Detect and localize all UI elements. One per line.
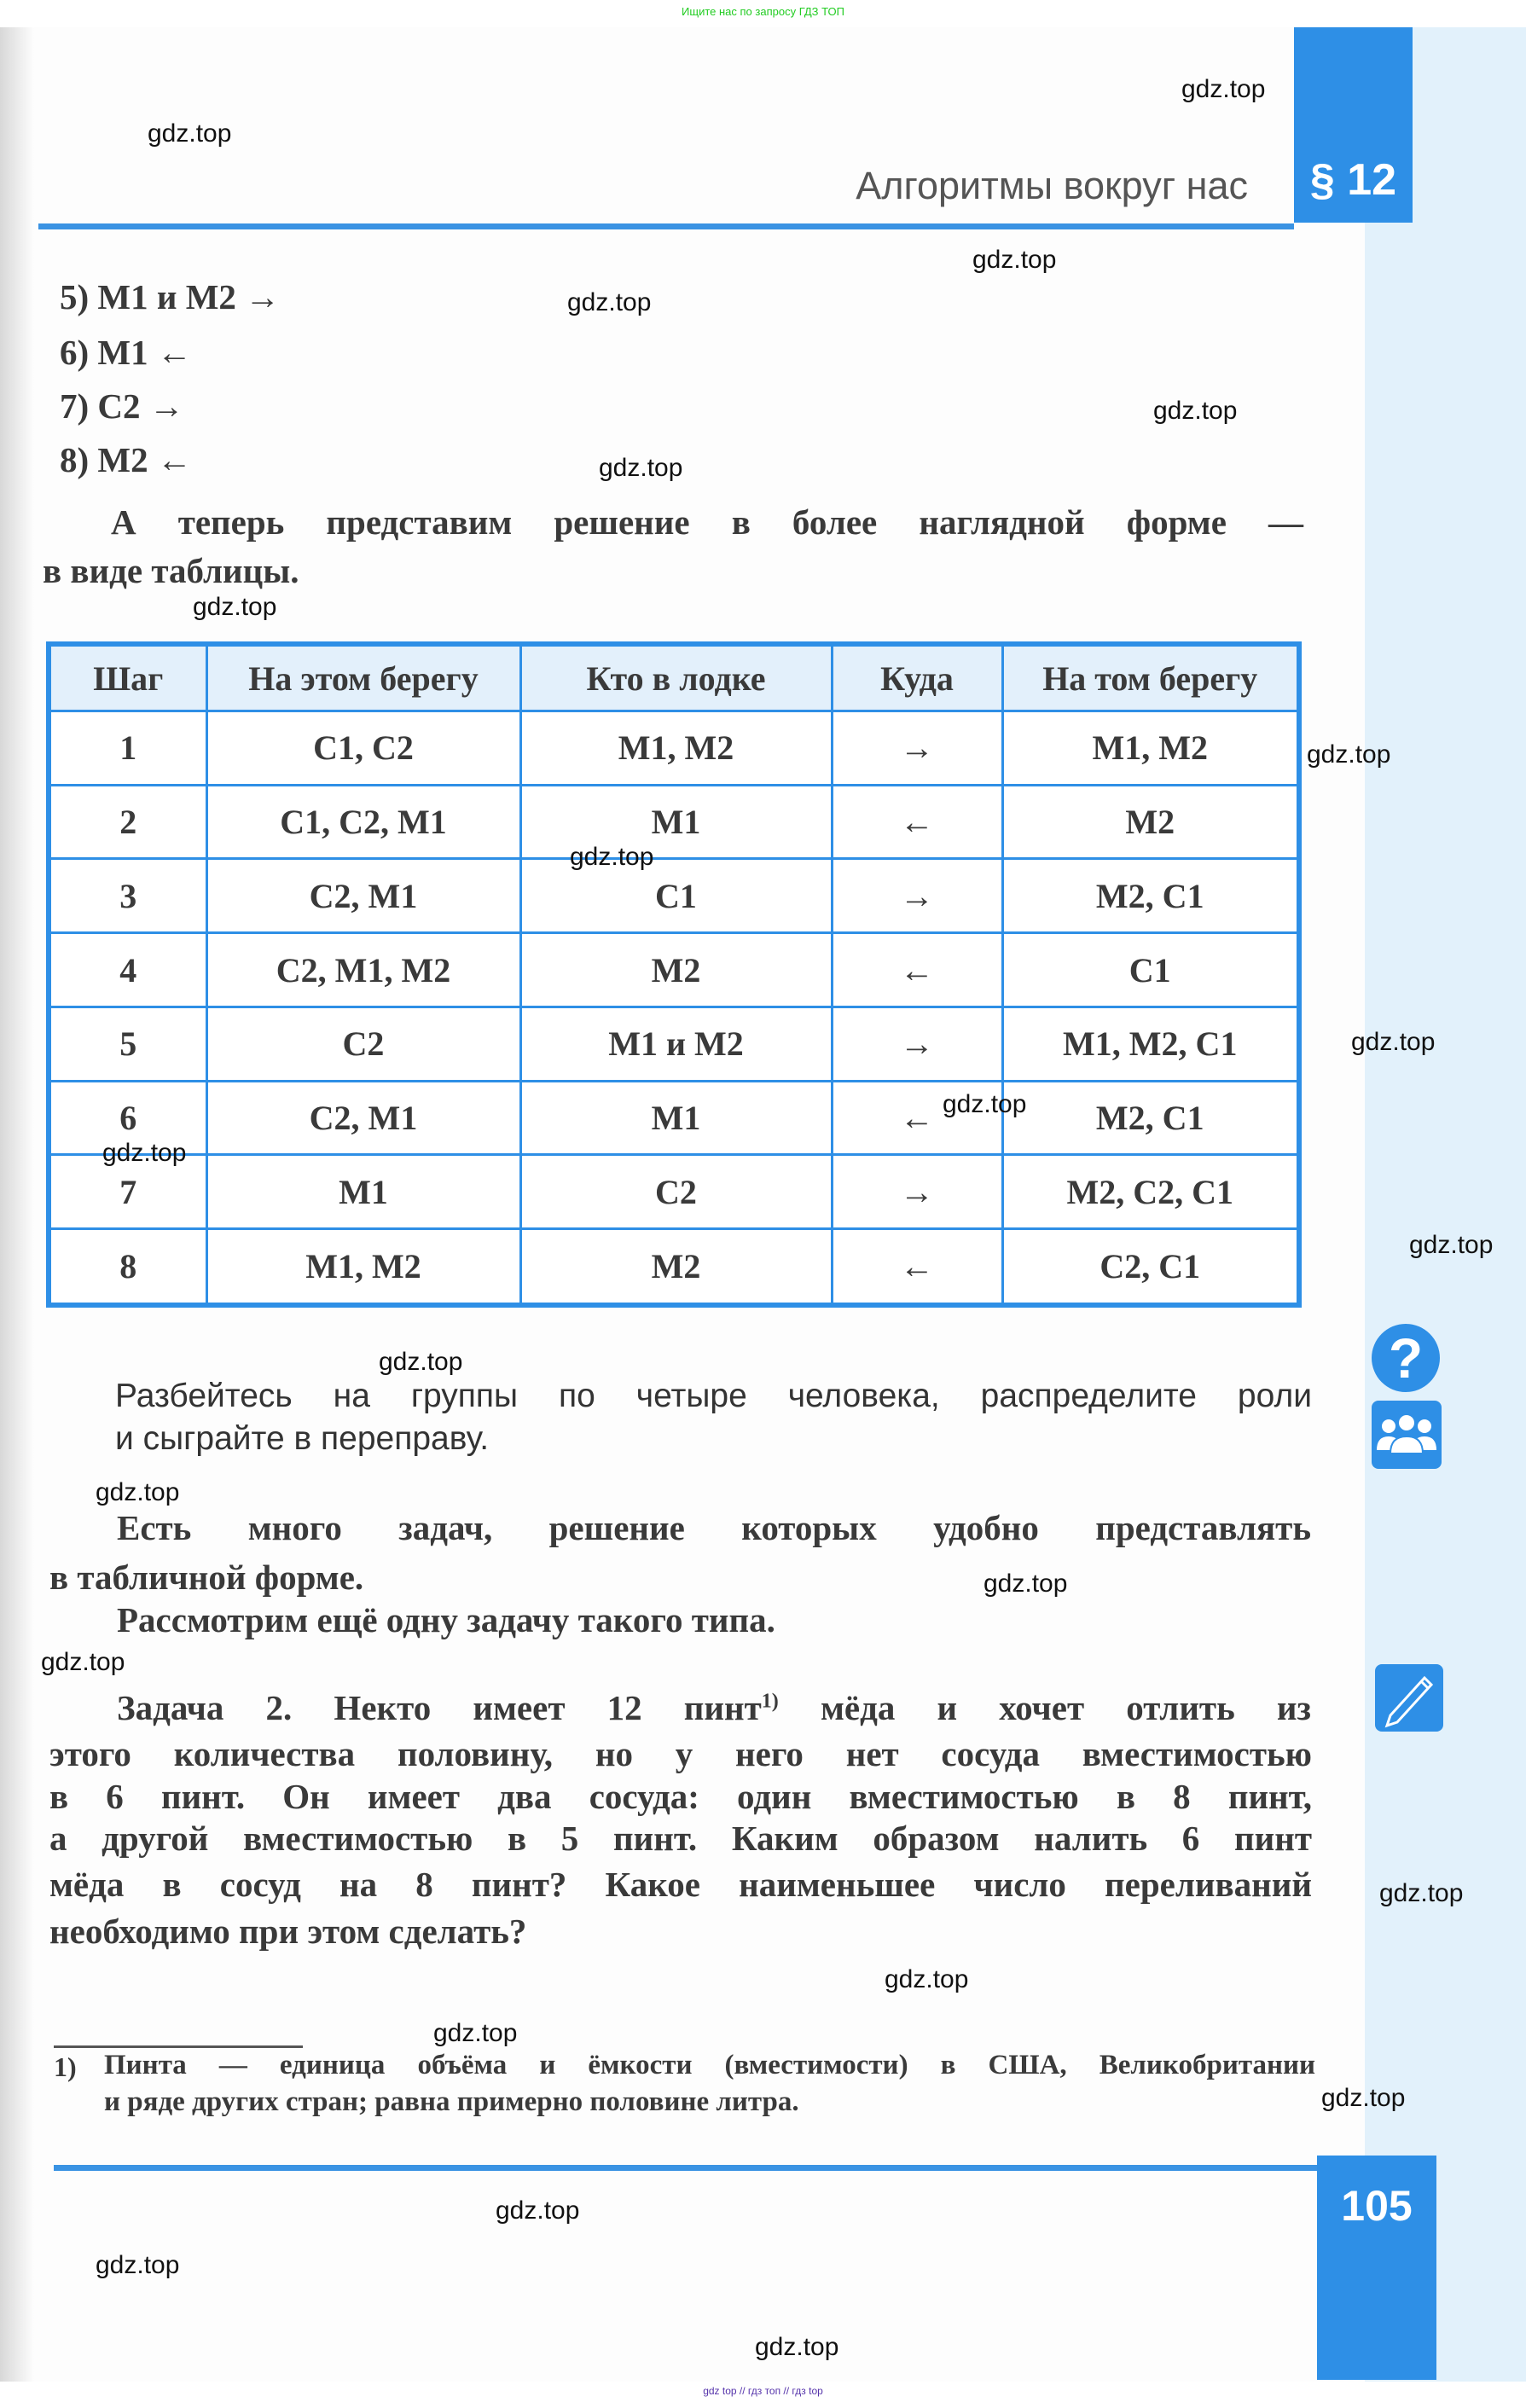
table-cell: С2, М1, М2 (206, 933, 520, 1007)
watermark: gdz.top (41, 1648, 125, 1676)
table-cell: 8 (49, 1229, 206, 1305)
table-row (49, 1155, 1299, 1229)
table-cell: 6 (49, 1081, 206, 1155)
watermark: gdz.top (96, 1478, 180, 1506)
watermark: gdz.top (496, 2196, 580, 2225)
page-number: 105 (1341, 2182, 1413, 2230)
table-cell: → (832, 1155, 1002, 1229)
table-cell: → (832, 711, 1002, 786)
table-cell: ← (832, 1081, 1002, 1155)
column-header: Кто в лодке (520, 644, 832, 711)
table-cell: ← (832, 933, 1002, 1007)
watermark: gdz.top (1379, 1879, 1464, 1907)
watermark: gdz.top (1307, 740, 1391, 769)
task-line-2: этого количества половину, но у него нет сосуда вместимостью (49, 1734, 1312, 1773)
task-line-6: необходимо при этом сделать? (49, 1912, 527, 1951)
watermark: gdz.top (433, 2019, 518, 2047)
watermark: gdz.top (1321, 2084, 1406, 2112)
table-row (49, 785, 1299, 859)
table-cell: С1, С2 (206, 711, 520, 786)
column-header: Шаг (49, 644, 206, 711)
watermark: gdz.top (1351, 1028, 1436, 1056)
table-cell: 7 (49, 1155, 206, 1229)
watermark: gdz.top (102, 1139, 187, 1167)
watermark: gdz.top (983, 1570, 1068, 1598)
task-text-1b: мёда и хочет отлить из (820, 1688, 1312, 1727)
table-row (49, 859, 1299, 933)
footer-rule (54, 2165, 1318, 2171)
watermark: gdz.top (96, 2251, 180, 2279)
intro-line-1: А теперь представим решение в более наглядной форме — (111, 502, 1303, 542)
watermark: gdz.top (1409, 1231, 1494, 1259)
table-row (49, 1007, 1299, 1081)
question-icon: ? (1372, 1324, 1440, 1392)
table-cell: С1, С2, М1 (206, 785, 520, 859)
task-text-1: Некто имеет 12 пинт (334, 1688, 762, 1727)
pencil-icon (1375, 1664, 1443, 1732)
table-cell: 2 (49, 785, 206, 859)
table-cell: М1, М2, С1 (1002, 1007, 1299, 1081)
watermark: gdz.top (943, 1090, 1027, 1118)
task-line-1 (117, 1687, 1311, 1728)
footnote-divider (54, 2045, 303, 2048)
footnote-line-1: Пинта — единица объёма и ёмкости (вместимости) в США, Великобритании (104, 2050, 1315, 2080)
table-cell: 4 (49, 933, 206, 1007)
watermark: gdz.top (1153, 397, 1238, 425)
table-cell: 5 (49, 1007, 206, 1081)
table-cell: ← (832, 785, 1002, 859)
task-line-4: а другой вместимостью в 5 пинт. Каким образом налить 6 пинт (49, 1819, 1312, 1858)
table-cell: М1 (520, 785, 832, 859)
watermark: gdz.top (755, 2333, 839, 2361)
footnote-marker: 1) (54, 2051, 77, 2082)
table-row (49, 933, 1299, 1007)
table-cell: М2, С1 (1002, 1081, 1299, 1155)
table-cell: М2, С2, С1 (1002, 1155, 1299, 1229)
table-cell: С2, М1 (206, 859, 520, 933)
top-banner: Ищите нас по запросу ГДЗ ТОП (682, 5, 844, 18)
table-cell: М2 (520, 1229, 832, 1305)
table-cell: 3 (49, 859, 206, 933)
table-cell: М2, С1 (1002, 859, 1299, 933)
table-cell: М1 (520, 1081, 832, 1155)
table-row (49, 1229, 1299, 1305)
task-title: Задача 2. (117, 1688, 293, 1727)
activity-line-2: и сыграйте в переправу. (115, 1420, 490, 1457)
group-icon (1372, 1401, 1442, 1469)
table-cell: М1, М2 (520, 711, 832, 786)
table-cell: М1, М2 (206, 1229, 520, 1305)
table-cell: М1 (206, 1155, 520, 1229)
watermark: gdz.top (1181, 75, 1266, 103)
table-cell: С1 (1002, 933, 1299, 1007)
page-title: Алгоритмы вокруг нас (856, 164, 1248, 207)
table-cell: С2 (206, 1007, 520, 1081)
column-header: На этом берегу (206, 644, 520, 711)
table-row (49, 711, 1299, 786)
table-cell: С2, С1 (1002, 1229, 1299, 1305)
footnote-ref: 1) (761, 1690, 779, 1713)
watermark: gdz.top (599, 454, 683, 482)
section-tab (1294, 27, 1413, 223)
table-cell: М2 (1002, 785, 1299, 859)
crossing-table (46, 641, 1302, 1308)
watermark: gdz.top (148, 119, 232, 148)
step-5: 5) М1 и М2 → (60, 277, 281, 316)
step-6: 6) М1 ← (60, 333, 192, 372)
column-header: На том берегу (1002, 644, 1299, 711)
step-8: 8) М2 ← (60, 440, 192, 479)
table-cell: → (832, 859, 1002, 933)
para2-line-1: Есть много задач, решение которых удобно представлять (117, 1508, 1311, 1547)
watermark: gdz.top (567, 288, 652, 316)
header-rule (38, 223, 1294, 229)
section-number: § 12 (1309, 155, 1397, 205)
watermark: gdz.top (570, 843, 654, 871)
table-cell: ← (832, 1229, 1002, 1305)
page-shadow (0, 27, 34, 2382)
table-cell: С2 (520, 1155, 832, 1229)
watermark: gdz.top (379, 1348, 463, 1376)
table-header-row (49, 644, 1299, 711)
table-cell: 1 (49, 711, 206, 786)
watermark: gdz.top (885, 1965, 969, 1993)
step-7: 7) С2 → (60, 386, 184, 426)
para2-line-2: в табличной форме. (49, 1558, 364, 1597)
task-line-3: в 6 пинт. Он имеет два сосуда: один вместимостью в 8 пинт, (49, 1777, 1312, 1816)
table-cell: С2, М1 (206, 1081, 520, 1155)
table-cell: М1 и М2 (520, 1007, 832, 1081)
column-header: Куда (832, 644, 1002, 711)
intro-line-2: в виде таблицы. (43, 551, 299, 590)
footnote-line-2: и ряде других стран; равна примерно половине литра. (104, 2086, 799, 2117)
activity-line-1: Разбейтесь на группы по четыре человека, распределите роли (115, 1378, 1312, 1414)
margin-strip (1365, 27, 1526, 2382)
task-line-5: мёда в сосуд на 8 пинт? Какое наименьшее число переливаний (49, 1865, 1312, 1904)
watermark: gdz.top (193, 593, 277, 621)
table-row (49, 1081, 1299, 1155)
table-cell: → (832, 1007, 1002, 1081)
para2-line-3: Рассмотрим ещё одну задачу такого типа. (117, 1600, 775, 1639)
table-cell: М1, М2 (1002, 711, 1299, 786)
watermark: gdz.top (972, 246, 1057, 274)
bottom-banner: gdz top // гдз топ // гдз top (703, 2385, 823, 2397)
table-cell: С1 (520, 859, 832, 933)
table-cell: М2 (520, 933, 832, 1007)
page-number-tab (1317, 2156, 1436, 2380)
